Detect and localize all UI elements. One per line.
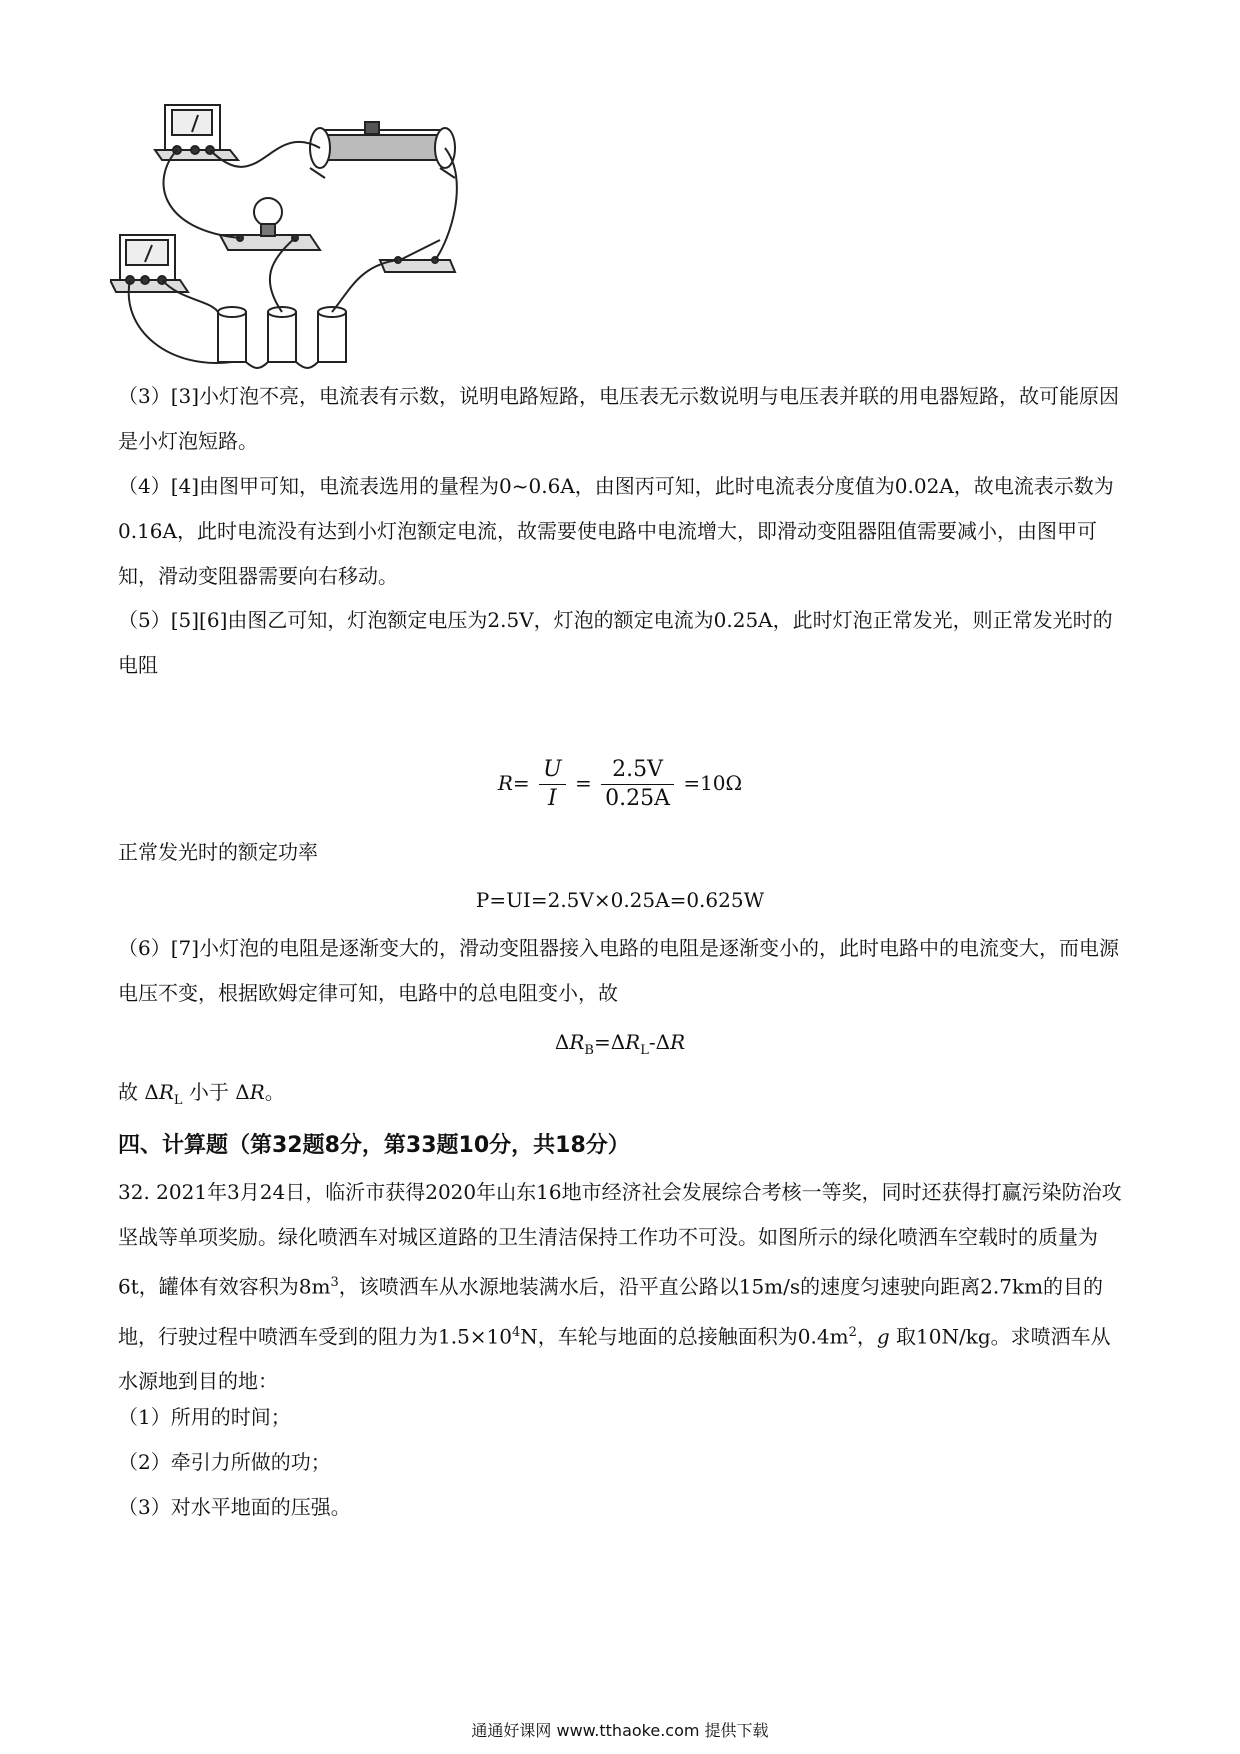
delta-symbol: Δ [554, 1030, 570, 1054]
formula-var: R [625, 1030, 641, 1054]
formula-equals: = [574, 771, 592, 795]
paragraph-5: （5）[5][6]由图乙可知，灯泡额定电压为2.5V，灯泡的额定电流为0.25A，此时灯泡正常发光，则正常发光时的电阻 [118, 608, 1113, 677]
formula-var: R [670, 1030, 686, 1054]
power-label: 正常发光时的额定功率 [118, 840, 318, 864]
question-text: 取10N/kg。求喷洒车从水源地到目的地： [118, 1324, 1111, 1394]
paragraph-6: （6）[7]小灯泡的电阻是逐渐变大的，滑动变阻器接入电路的电阻是逐渐变小的，此时电路中的电流变大，而电源电压不变，根据欧姆定律可知，电路中的总电阻变小，故 [118, 936, 1120, 1005]
formula-var: R [158, 1080, 174, 1104]
fraction-numerator: U [539, 756, 566, 785]
formula-subscript: B [584, 1043, 594, 1058]
paragraph-3: （3）[3]小灯泡不亮，电流表有示数，说明电路短路，电压表无示数说明与电压表并联的用电器短路，故可能原因是小灯泡短路。 [118, 384, 1120, 453]
formula-subscript: L [640, 1043, 649, 1058]
delta-formula [0, 1030, 1240, 1058]
conclusion-text: 故 Δ [118, 1080, 159, 1104]
formula-op: -Δ [648, 1030, 671, 1054]
battery-icon [218, 307, 346, 362]
question-text: ， [856, 1324, 877, 1349]
sub-question-1: （1）所用的时间； [118, 1405, 291, 1429]
sub-question-2: （2）牵引力所做的功； [118, 1450, 331, 1474]
section-heading: 四、计算题（第32题8分，第33题10分，共18分） [118, 1133, 630, 1158]
formula-subscript: L [173, 1093, 183, 1108]
fraction-ui [539, 756, 566, 813]
superscript: 2 [848, 1324, 857, 1340]
formula-var: R [569, 1030, 585, 1054]
fraction-numerator: 2.5V [601, 756, 674, 785]
formula-op: =Δ [593, 1030, 626, 1054]
formula-var: R [249, 1080, 265, 1104]
fraction-denominator: 0.25A [605, 786, 670, 811]
formula-lhs: R= [497, 771, 530, 795]
lamp-icon [220, 198, 320, 250]
formula-rhs: =10Ω [683, 771, 743, 795]
resistance-formula [0, 756, 1240, 813]
superscript: 4 [512, 1324, 521, 1340]
footer-watermark: 通通好课网 www.tthaoke.com 提供下载 [471, 1721, 769, 1740]
sub-question-3: （3）对水平地面的压强。 [118, 1495, 351, 1519]
conclusion-text: 。 [264, 1080, 285, 1104]
conclusion [118, 1070, 1128, 1123]
paragraph-4: （4）[4]由图甲可知，电流表选用的量程为0~0.6A，由图丙可知，此时电流表分度值为0.02A，故电流表示数为0.16A，此时电流没有达到小灯泡额定电流，故需要使电路中电流增大，即滑动变阻器阻值需要减小，由图甲可知，滑动变阻器需要向右移动。 [118, 474, 1114, 588]
power-formula: P=UI=2.5V×0.25A=0.625W [475, 888, 765, 912]
fraction-denominator: I [547, 786, 557, 811]
question-text: 32. 2021年3月24日，临沂市获得2020年山东16地市经济社会发展综合考核一等奖，同时还获得打赢污染防治攻坚战等单项奖励。绿化喷洒车对城区道路的卫生清洁保持工作功不可没。如图所示的绿化喷洒车空载时的质量为6t，罐体有效容积为8m [118, 1180, 1122, 1299]
superscript: 3 [330, 1275, 339, 1290]
rheostat-icon [310, 122, 455, 178]
circuit-diagram [110, 100, 510, 410]
fraction-values [601, 756, 674, 813]
voltmeter-icon [155, 105, 238, 160]
conclusion-text: 小于 Δ [182, 1080, 250, 1104]
question-32 [118, 1170, 1128, 1404]
formula-var: g [876, 1324, 890, 1349]
question-text: ，该喷洒车从水源地装满水后，沿平直公路以15m/s的速度匀速驶向距离2.7km的目的地，行驶过程中喷洒车受到的阻力为1.5×10 [118, 1274, 1104, 1349]
question-text: N，车轮与地面的总接触面积为0.4m [520, 1324, 849, 1349]
ammeter-icon [110, 235, 188, 292]
